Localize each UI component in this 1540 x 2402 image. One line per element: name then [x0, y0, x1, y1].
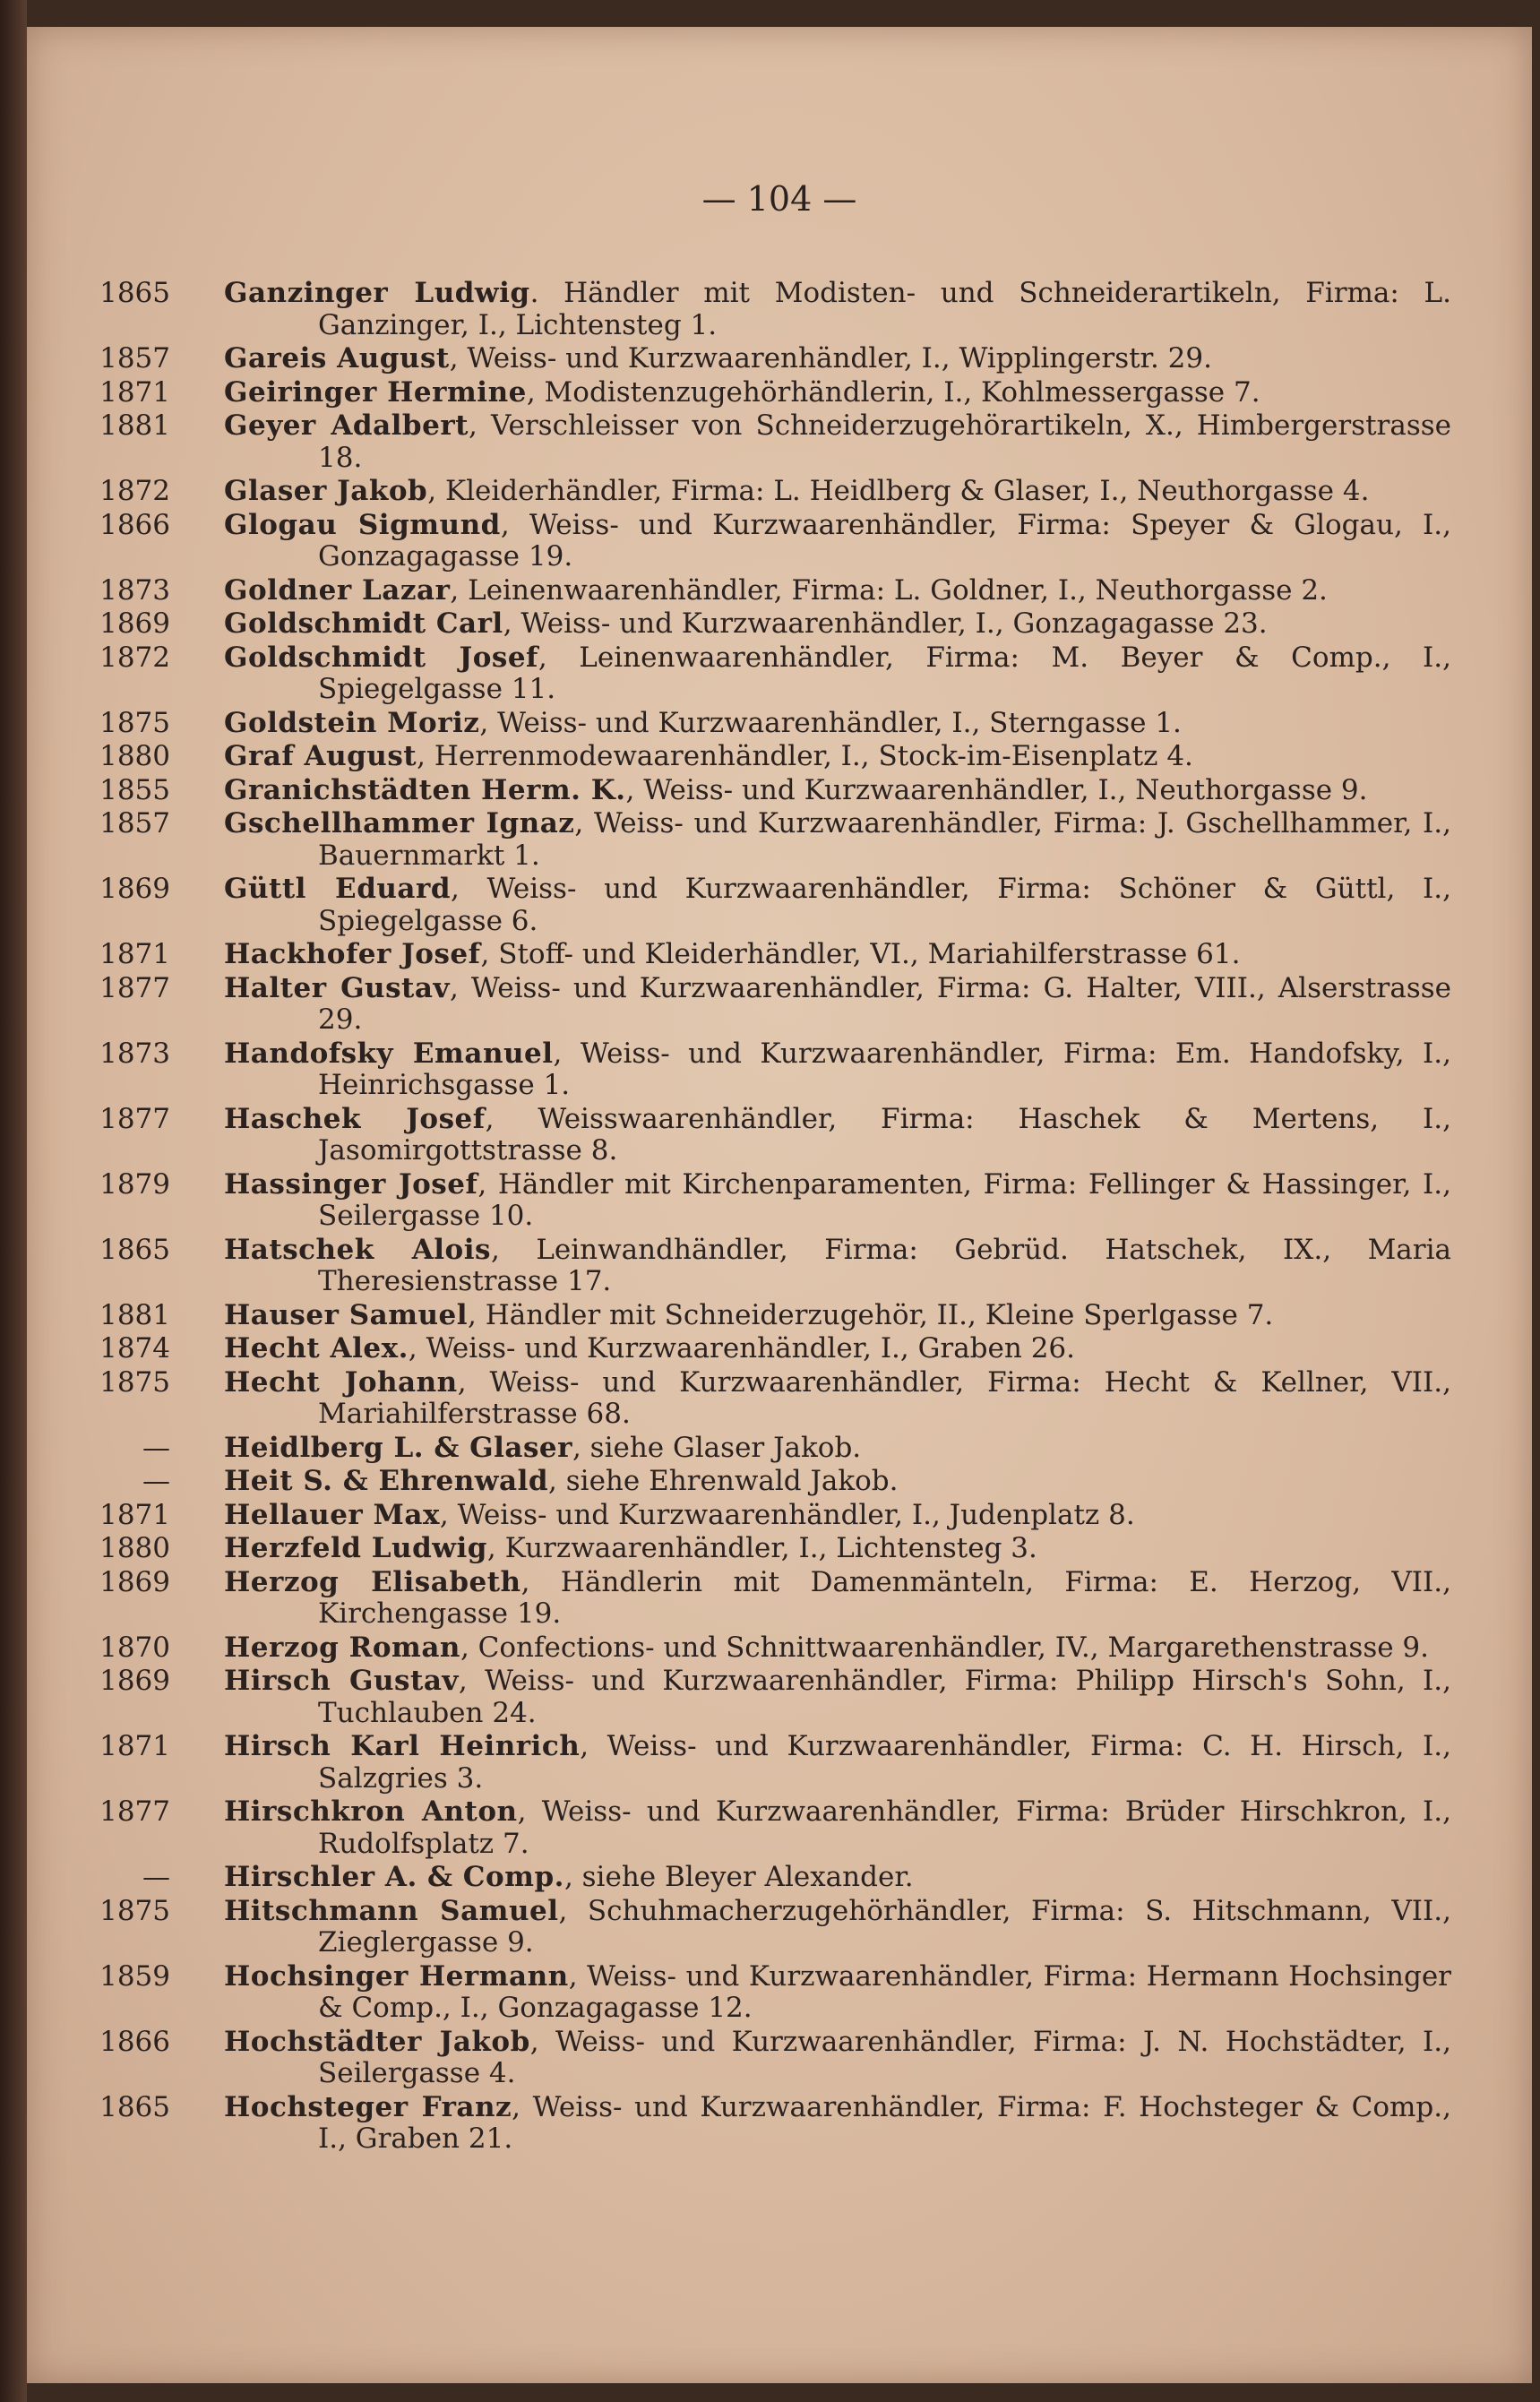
- entry-name: Goldner Lazar: [224, 573, 451, 607]
- entry-name: Hochsteger Franz: [224, 2090, 512, 2123]
- entry-name: Hellauer Max: [224, 1498, 440, 1531]
- entry-description: , Weiss- und Kurzwaarenhändler, Firma: Philipp Hirsch's Sohn, I., Tuchlauben 24.: [318, 1665, 1451, 1729]
- entry-description: , Leinwandhändler, Firma: Gebrüd. Hatschek, IX., Maria Theresienstrasse 17.: [318, 1233, 1452, 1297]
- directory-entry: [99, 773, 1451, 807]
- directory-entry: [99, 1102, 1451, 1167]
- entry-text: [224, 1433, 1451, 1465]
- entry-year: 1875: [99, 706, 170, 739]
- directory-entry: [99, 607, 1451, 641]
- entry-name: Haschek Josef: [224, 1102, 486, 1135]
- directory-entry: [99, 740, 1451, 773]
- entry-name: Hirschkron Anton: [224, 1795, 518, 1828]
- entry-text: [224, 1961, 1451, 2025]
- entry-year: 1857: [99, 342, 170, 375]
- entry-text: [224, 1796, 1451, 1860]
- directory-entry: [99, 508, 1451, 573]
- entry-text: [224, 377, 1451, 409]
- entry-name: Heit S. & Ehrenwald: [224, 1465, 549, 1497]
- entry-text: [224, 1235, 1451, 1298]
- entry-text: [224, 708, 1451, 740]
- directory-entry: [99, 2025, 1451, 2090]
- entry-description: , Kurzwaarenhändler, I., Lichtensteg 3.: [486, 1532, 1037, 1564]
- entry-year: 1875: [99, 1894, 170, 1927]
- entry-description: , Weiss- und Kurzwaarenhändler, I., Graben 26.: [408, 1332, 1075, 1365]
- directory-entry: [142, 1431, 1451, 1465]
- entry-description: , Weiss- und Kurzwaarenhändler, I., Gonzagagasse 23.: [503, 607, 1268, 640]
- entry-year: 1865: [99, 1233, 170, 1266]
- entry-description: , Leinenwaarenhändler, Firma: L. Goldner, I., Neuthorgasse 2.: [450, 573, 1328, 607]
- entry-name: Herzog Elisabeth: [224, 1565, 521, 1598]
- entry-year: 1866: [99, 2025, 170, 2058]
- entry-text: [224, 1731, 1451, 1795]
- entry-text: [224, 1038, 1451, 1102]
- entry-description: , Weiss- und Kurzwaarenhändler, Firma: J. Gschellhammer, I., Bauernmarkt 1.: [318, 807, 1452, 872]
- entry-text: [224, 1666, 1451, 1729]
- directory-entry: [99, 1730, 1452, 1795]
- entry-text: [224, 939, 1451, 971]
- entry-year: 1872: [99, 475, 170, 507]
- entry-text: [224, 1632, 1451, 1665]
- entry-name: Hecht Alex.: [224, 1332, 409, 1365]
- entry-name: Hecht Johann: [224, 1365, 458, 1399]
- directory-entry: [99, 971, 1451, 1037]
- entry-year: 1873: [99, 573, 170, 607]
- entry-text: [224, 1367, 1451, 1431]
- entry-year: 1859: [99, 1959, 170, 1993]
- entry-year: 1880: [99, 740, 170, 772]
- entry-name: Hauser Samuel: [224, 1298, 469, 1331]
- entry-year: 1877: [99, 1102, 170, 1135]
- entry-description: , Weiss- und Kurzwaarenhändler, Firma: G. Halter, VIII., Alserstrasse 29.: [318, 971, 1451, 1036]
- entry-name: Geyer Adalbert: [224, 409, 469, 442]
- directory-entry: [99, 807, 1452, 872]
- entry-name: Graf August: [224, 740, 417, 772]
- entry-year: 1865: [99, 2090, 170, 2123]
- entry-year: —: [142, 1861, 170, 1893]
- entry-year: 1877: [99, 971, 170, 1004]
- entry-year: —: [142, 1431, 170, 1464]
- page-number: — 104 —: [701, 179, 857, 219]
- entry-name: Gareis August: [224, 342, 450, 375]
- entry-year: 1869: [99, 1665, 170, 1697]
- entry-description: . Händler mit Modisten- und Schneiderartikeln, Firma: L. Ganzinger, I., Lichtensteg 1.: [318, 277, 1451, 341]
- entry-text: [224, 575, 1451, 607]
- directory-entry: [99, 641, 1451, 706]
- entry-name: Goldstein Moriz: [224, 706, 480, 739]
- entry-name: Goldschmidt Josef: [224, 641, 538, 674]
- entry-year: 1869: [99, 873, 170, 905]
- entry-text: [224, 410, 1451, 474]
- entry-name: Hassinger Josef: [224, 1167, 478, 1201]
- directory-entry: [99, 1665, 1451, 1729]
- entry-year: 1871: [99, 375, 170, 409]
- entry-year: 1881: [99, 409, 170, 442]
- directory-entry: [99, 1498, 1451, 1532]
- entry-text: [224, 476, 1451, 508]
- directory-entry: [99, 706, 1451, 740]
- entry-text: [224, 1500, 1451, 1532]
- entry-description: , siehe Glaser Jakob.: [572, 1431, 862, 1464]
- entry-name: Hochsinger Hermann: [224, 1959, 569, 1993]
- entry-description: , Herrenmodewaarenhändler, I., Stock-im-Eisenplatz 4.: [417, 740, 1193, 772]
- entry-text: [224, 510, 1451, 573]
- entry-name: Geiringer Hermine: [224, 375, 527, 409]
- entry-year: 1871: [99, 1498, 170, 1531]
- directory-entry: [99, 1959, 1452, 2025]
- entry-name: Hochstädter Jakob: [224, 2025, 530, 2058]
- directory-entry: [99, 475, 1451, 508]
- entry-name: Halter Gustav: [224, 971, 450, 1004]
- directory-entry: [99, 1894, 1451, 1959]
- entry-text: [224, 608, 1451, 641]
- entry-text: [224, 874, 1451, 937]
- entry-description: , Schuhmacherzugehörhändler, Firma: S. Hitschmann, VII., Zieglergasse 9.: [318, 1894, 1451, 1959]
- entry-description: , Weiss- und Kurzwaarenhändler, Firma: Speyer & Glogau, I., Gonzagagasse 19.: [318, 508, 1451, 573]
- entry-description: , Weiss- und Kurzwaarenhändler, Firma: Schöner & Güttl, I., Spiegelgasse 6.: [318, 873, 1451, 937]
- entry-description: , Modistenzugehörhändlerin, I., Kohlmessergasse 7.: [526, 375, 1260, 409]
- entry-year: 1880: [99, 1532, 170, 1564]
- entry-description: , Weiss- und Kurzwaarenhändler, Firma: Brüder Hirschkron, I., Rudolfsplatz 7.: [318, 1795, 1451, 1860]
- entry-description: , Leinenwaarenhändler, Firma: M. Beyer & Comp., I., Spiegelgasse 11.: [318, 641, 1451, 705]
- entry-text: [224, 1169, 1451, 1233]
- directory-entry: [142, 1861, 1451, 1894]
- entry-name: Hatschek Alois: [224, 1233, 491, 1266]
- directory-entry: [99, 1365, 1451, 1431]
- entry-name: Hirschler A. & Comp.: [224, 1861, 564, 1893]
- entry-text: [224, 1333, 1451, 1365]
- entry-name: Hackhofer Josef: [224, 938, 481, 970]
- entry-description: , Weiss- und Kurzwaarenhändler, Firma: F. Hochsteger & Comp., I., Graben 21.: [318, 2090, 1451, 2155]
- directory-entries: [99, 277, 1452, 2157]
- directory-entry: [142, 1465, 1451, 1498]
- directory-entry: [99, 1298, 1451, 1332]
- entry-description: , siehe Bleyer Alexander.: [564, 1861, 914, 1893]
- entry-year: 1881: [99, 1298, 170, 1331]
- directory-entry: [99, 938, 1451, 971]
- directory-entry: [99, 1565, 1451, 1631]
- entry-description: , Weiss- und Kurzwaarenhändler, I., Wipplingerstr. 29.: [449, 342, 1212, 375]
- book-spine: [0, 0, 27, 2402]
- entry-description: , siehe Ehrenwald Jakob.: [548, 1465, 899, 1497]
- entry-name: Hirsch Karl Heinrich: [224, 1730, 581, 1762]
- entry-description: , Confections- und Schnittwaarenhändler, IV., Margarethenstrasse 9.: [460, 1631, 1430, 1664]
- directory-entry: [99, 375, 1451, 409]
- entry-year: 1873: [99, 1037, 170, 1070]
- entry-text: [224, 1466, 1451, 1498]
- entry-name: Güttl Eduard: [224, 873, 451, 905]
- directory-entry: [99, 342, 1451, 375]
- entry-year: 1879: [99, 1167, 170, 1201]
- entry-description: , Weiss- und Kurzwaarenhändler, Firma: Hecht & Kellner, VII., Mariahilferstrasse 68.: [318, 1365, 1451, 1430]
- entry-year: 1866: [99, 508, 170, 541]
- entry-text: [224, 973, 1451, 1037]
- entry-text: [224, 1104, 1451, 1167]
- directory-entry: [99, 2090, 1451, 2156]
- entry-year: 1869: [99, 1565, 170, 1598]
- entry-description: , Kleiderhändler, Firma: L. Heidlberg & Glaser, I., Neuthorgasse 4.: [427, 475, 1370, 507]
- entry-year: 1872: [99, 641, 170, 674]
- directory-entry: [99, 409, 1451, 474]
- directory-entry: [99, 1233, 1452, 1298]
- entry-text: [224, 808, 1451, 872]
- entry-name: Glogau Sigmund: [224, 508, 501, 541]
- directory-entry: [99, 1167, 1451, 1233]
- entry-description: , Händler mit Schneiderzugehör, II., Kleine Sperlgasse 7.: [468, 1298, 1274, 1331]
- directory-entry: [99, 1037, 1451, 1102]
- entry-name: Glaser Jakob: [224, 475, 428, 507]
- entry-text: [224, 343, 1451, 375]
- entry-year: 1877: [99, 1795, 170, 1828]
- entry-year: 1869: [99, 607, 170, 640]
- entry-year: 1855: [99, 773, 170, 806]
- entry-text: [224, 278, 1451, 341]
- entry-text: [224, 1567, 1451, 1631]
- entry-text: [224, 1862, 1451, 1894]
- entry-description: , Weiss- und Kurzwaarenhändler, Firma: C. H. Hirsch, I., Salzgries 3.: [318, 1730, 1452, 1795]
- entry-text: [224, 2092, 1451, 2156]
- entry-name: Hirsch Gustav: [224, 1665, 459, 1697]
- entry-year: 1871: [99, 1730, 170, 1762]
- entry-year: 1865: [99, 277, 170, 309]
- entry-text: [224, 1300, 1451, 1332]
- directory-entry: [99, 1332, 1451, 1365]
- entry-year: 1871: [99, 938, 170, 970]
- entry-text: [224, 1533, 1451, 1565]
- entry-description: , Verschleisser von Schneiderzugehörartikeln, X., Himbergerstrasse 18.: [318, 409, 1451, 474]
- directory-entry: [99, 873, 1451, 937]
- entry-name: Handofsky Emanuel: [224, 1037, 554, 1070]
- entry-text: [224, 642, 1451, 706]
- entry-name: Herzfeld Ludwig: [224, 1532, 487, 1564]
- directory-entry: [99, 1631, 1451, 1665]
- entry-description: , Stoff- und Kleiderhändler, VI., Mariahilferstrasse 61.: [480, 938, 1241, 970]
- directory-entry: [99, 1795, 1451, 1860]
- directory-entry: [99, 573, 1451, 607]
- entry-year: —: [142, 1465, 170, 1497]
- entry-text: [224, 775, 1451, 807]
- entry-description: , Weiss- und Kurzwaarenhändler, I., Sterngasse 1.: [479, 706, 1182, 739]
- entry-text: [224, 741, 1451, 773]
- entry-description: , Händlerin mit Damenmänteln, Firma: E. Herzog, VII., Kirchengasse 19.: [318, 1565, 1451, 1630]
- entry-name: Granichstädten Herm. K.: [224, 773, 626, 806]
- book-page: [27, 27, 1532, 2383]
- entry-text: [224, 2027, 1451, 2090]
- directory-entry: [99, 1532, 1451, 1565]
- entry-description: , Weiss- und Kurzwaarenhändler, I., Judenplatz 8.: [439, 1498, 1135, 1531]
- entry-name: Ganzinger Ludwig: [224, 277, 530, 309]
- entry-year: 1857: [99, 807, 170, 839]
- entry-description: , Weiss- und Kurzwaarenhändler, I., Neuthorgasse 9.: [625, 773, 1368, 806]
- directory-entry: [99, 277, 1451, 341]
- entry-description: , Weiss- und Kurzwaarenhändler, Firma: J. N. Hochstädter, I., Seilergasse 4.: [318, 2025, 1451, 2089]
- entry-description: , Weisswaarenhändler, Firma: Haschek & Mertens, I., Jasomirgottstrasse 8.: [318, 1102, 1451, 1167]
- entry-year: 1870: [99, 1631, 170, 1664]
- entry-name: Herzog Roman: [224, 1631, 460, 1664]
- entry-description: , Weiss- und Kurzwaarenhändler, Firma: Em. Handofsky, I., Heinrichsgasse 1.: [318, 1037, 1451, 1101]
- entry-year: 1874: [99, 1332, 170, 1365]
- entry-year: 1875: [99, 1365, 170, 1399]
- entry-text: [224, 1896, 1451, 1959]
- entry-name: Hitschmann Samuel: [224, 1894, 559, 1927]
- entry-name: Gschellhammer Ignaz: [224, 807, 575, 839]
- entry-description: , Händler mit Kirchenparamenten, Firma: Fellinger & Hassinger, I., Seilergasse 10.: [318, 1167, 1451, 1232]
- entry-name: Heidlberg L. & Glaser: [224, 1431, 572, 1464]
- entry-description: , Weiss- und Kurzwaarenhändler, Firma: Hermann Hochsinger & Comp., I., Gonzagagasse 12.: [318, 1959, 1452, 2024]
- entry-name: Goldschmidt Carl: [224, 607, 503, 640]
